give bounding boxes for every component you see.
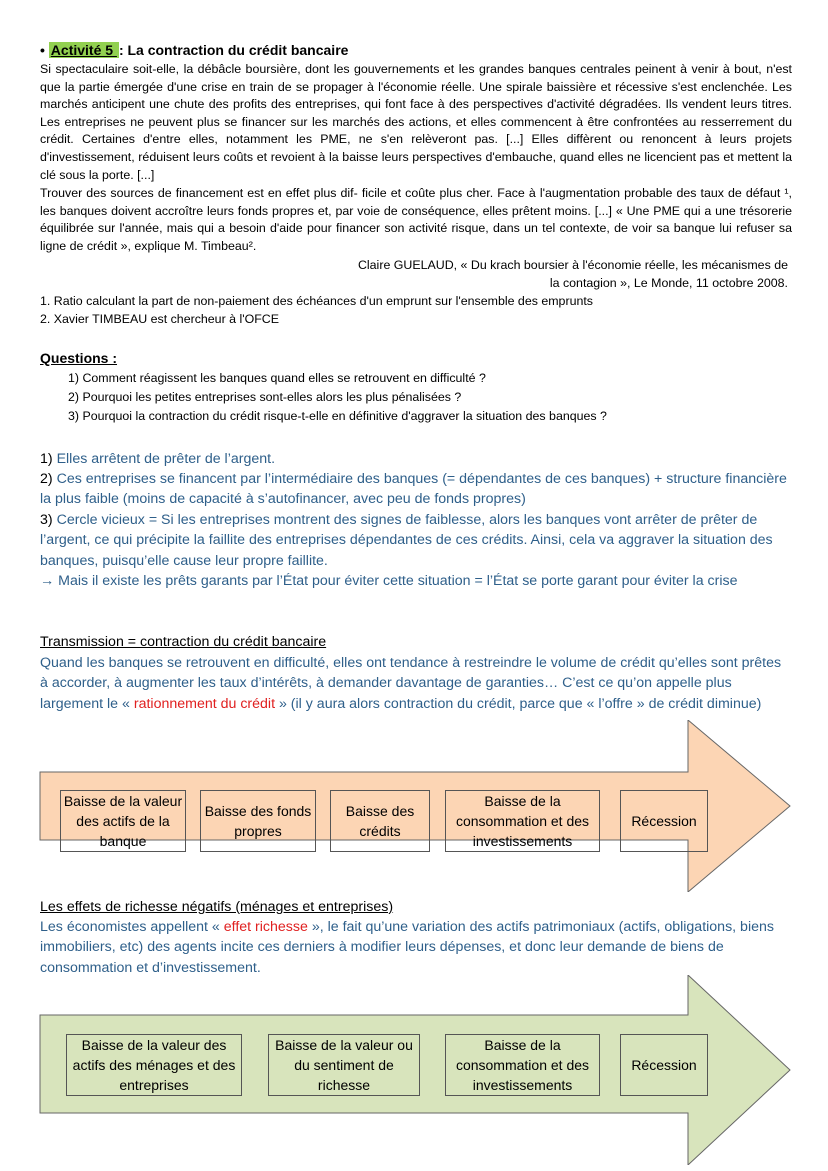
answer-3 bbox=[40, 510, 792, 571]
citation-line-1: Claire GUELAUD, « Du krach boursier à l'économie réelle, les mécanismes de bbox=[357, 258, 788, 272]
wealth-box-4: Récession bbox=[620, 1034, 708, 1096]
activity-title-text: : La contraction du crédit bancaire bbox=[118, 42, 349, 58]
citation-line-2: la contagion », Le Monde, 11 octobre 2008. bbox=[549, 276, 788, 290]
activity-title bbox=[40, 40, 348, 60]
bullet: • bbox=[40, 42, 45, 58]
questions-heading: Questions : bbox=[40, 350, 118, 366]
transmission-box-5: Récession bbox=[620, 790, 708, 852]
wealth-text-part-1: Les économistes appellent « bbox=[40, 919, 224, 935]
transmission-highlight: rationnement du crédit bbox=[133, 695, 276, 712]
answer-2-number: 2) bbox=[40, 471, 53, 487]
answer-3-text: Cercle vicieux = Si les entreprises montrent des signes de faiblesse, alors les banques vont arrêter de prêter de l’argent, ce qui précipite la faillite des entreprises dépendantes de ces crédits. Ainsi, cela va aggraver la situation des banques, puisqu’elle cause leur propre faillite. bbox=[40, 512, 773, 569]
answer-3-number: 3) bbox=[40, 512, 53, 528]
transmission-heading: Transmission = contraction du crédit bancaire bbox=[40, 634, 327, 650]
transmission-text bbox=[40, 653, 792, 714]
transmission-box-4: Baisse de la consommation et des investissements bbox=[445, 790, 600, 852]
transmission-box-3: Baisse des crédits bbox=[330, 790, 430, 852]
activity-label: Activité 5 bbox=[50, 42, 117, 58]
answer-2 bbox=[40, 469, 792, 510]
wealth-text bbox=[40, 917, 792, 978]
answer-2-text: Ces entreprises se financent par l’intermédiaire des banques (= dépendantes de ces banques) + structure financière la plus faible (moins de capacité à s’autofinancer, avec peu de fonds propres) bbox=[40, 471, 787, 508]
source-paragraph-2: Trouver des sources de financement est en effet plus dif- ficile et coûte plus cher. Face à l'augmentation probable des taux de défaut ¹, les banques doivent accroître leurs fonds propres et, par voie de conséquence, elles prêtent moins. [...] « Une PME qui a une trésorerie équilibrée sur l'année, mais qui a besoin d'aide pour financer son activité risque, dans un tel contexte, de voir sa banque lui refuser sa ligne de crédit », explique M. Timbeau². bbox=[40, 186, 792, 253]
transmission-box-1: Baisse de la valeur des actifs de la banque bbox=[60, 790, 186, 852]
question-3: 3) Pourquoi la contraction du crédit risque-t-elle en définitive d'aggraver la situation des banques ? bbox=[68, 409, 607, 423]
footnote-1: 1. Ratio calculant la part de non-paiement des échéances d'un emprunt sur l'ensemble des emprunts bbox=[40, 294, 593, 308]
transmission-text-part-2: » (il y aura alors contraction du crédit, parce que « l’offre » de crédit diminue) bbox=[275, 695, 762, 712]
footnote-2: 2. Xavier TIMBEAU est chercheur à l'OFCE bbox=[40, 312, 280, 326]
transmission-text-part-1: Quand les banques se retrouvent en difficulté, elles ont tendance à restreindre le volume de crédit qu’elles sont prêtes à accorder, à augmenter les taux d’intérêts, à demander davantage de garanties… C’est ce qu’on appelle plus largement le « bbox=[40, 655, 782, 712]
question-1: 1) Comment réagissent les banques quand elles se retrouvent en difficulté ? bbox=[68, 371, 486, 385]
wealth-text-part-2: », le fait qu’une variation des actifs patrimoniaux (actifs, obligations, biens immobiliers, etc) des agents incite ces derniers à modifier leurs dépenses, et donc leur demande de biens de consommation et d’investissement. bbox=[40, 919, 774, 976]
answer-1 bbox=[40, 449, 792, 469]
transmission-box-2: Baisse des fonds propres bbox=[200, 790, 316, 852]
wealth-box-3: Baisse de la consommation et des investissements bbox=[445, 1034, 600, 1096]
question-2: 2) Pourquoi les petites entreprises sont-elles alors les plus pénalisées ? bbox=[68, 390, 462, 404]
answer-1-number: 1) bbox=[40, 451, 53, 467]
wealth-box-1: Baisse de la valeur des actifs des ménages et des entreprises bbox=[66, 1034, 242, 1096]
answer-4: → Mais il existe les prêts garants par l’État pour éviter cette situation = l’État se porte garant pour éviter la crise bbox=[40, 573, 738, 589]
wealth-heading: Les effets de richesse négatifs (ménages et entreprises) bbox=[40, 899, 394, 915]
wealth-box-2: Baisse de la valeur ou du sentiment de richesse bbox=[268, 1034, 420, 1096]
wealth-highlight: effet richesse bbox=[223, 919, 308, 935]
answer-1-text: Elles arrêtent de prêter de l’argent. bbox=[52, 451, 276, 467]
source-paragraph-1: Si spectaculaire soit-elle, la débâcle boursière, dont les gouvernements et les grandes banques centrales peinent à venir à bout, n'est que la partie émergée d'une crise en train de se propager à l'économie réelle. Une spirale baissière et récessive s'est enclenchée. Les marchés anticipent une chute des profits des entreprises, qui font face à des perspectives d'activité dégradées. Ils vendent leurs titres. Les entreprises ne peuvent plus se financer sur les marchés des actions, et elles commencent à être confrontées au resserrement du crédit. Certaines d'entre elles, notamment les PME, ne s'en relèveront pas. [...] Elles diffèrent ou renoncent à leurs projets d'investissement, réduisent leurs coûts et revoient à la baisse leurs perspectives d'embauche, quand elles ne licencient pas et mettent la clé sous la porte. [...] bbox=[40, 62, 792, 182]
